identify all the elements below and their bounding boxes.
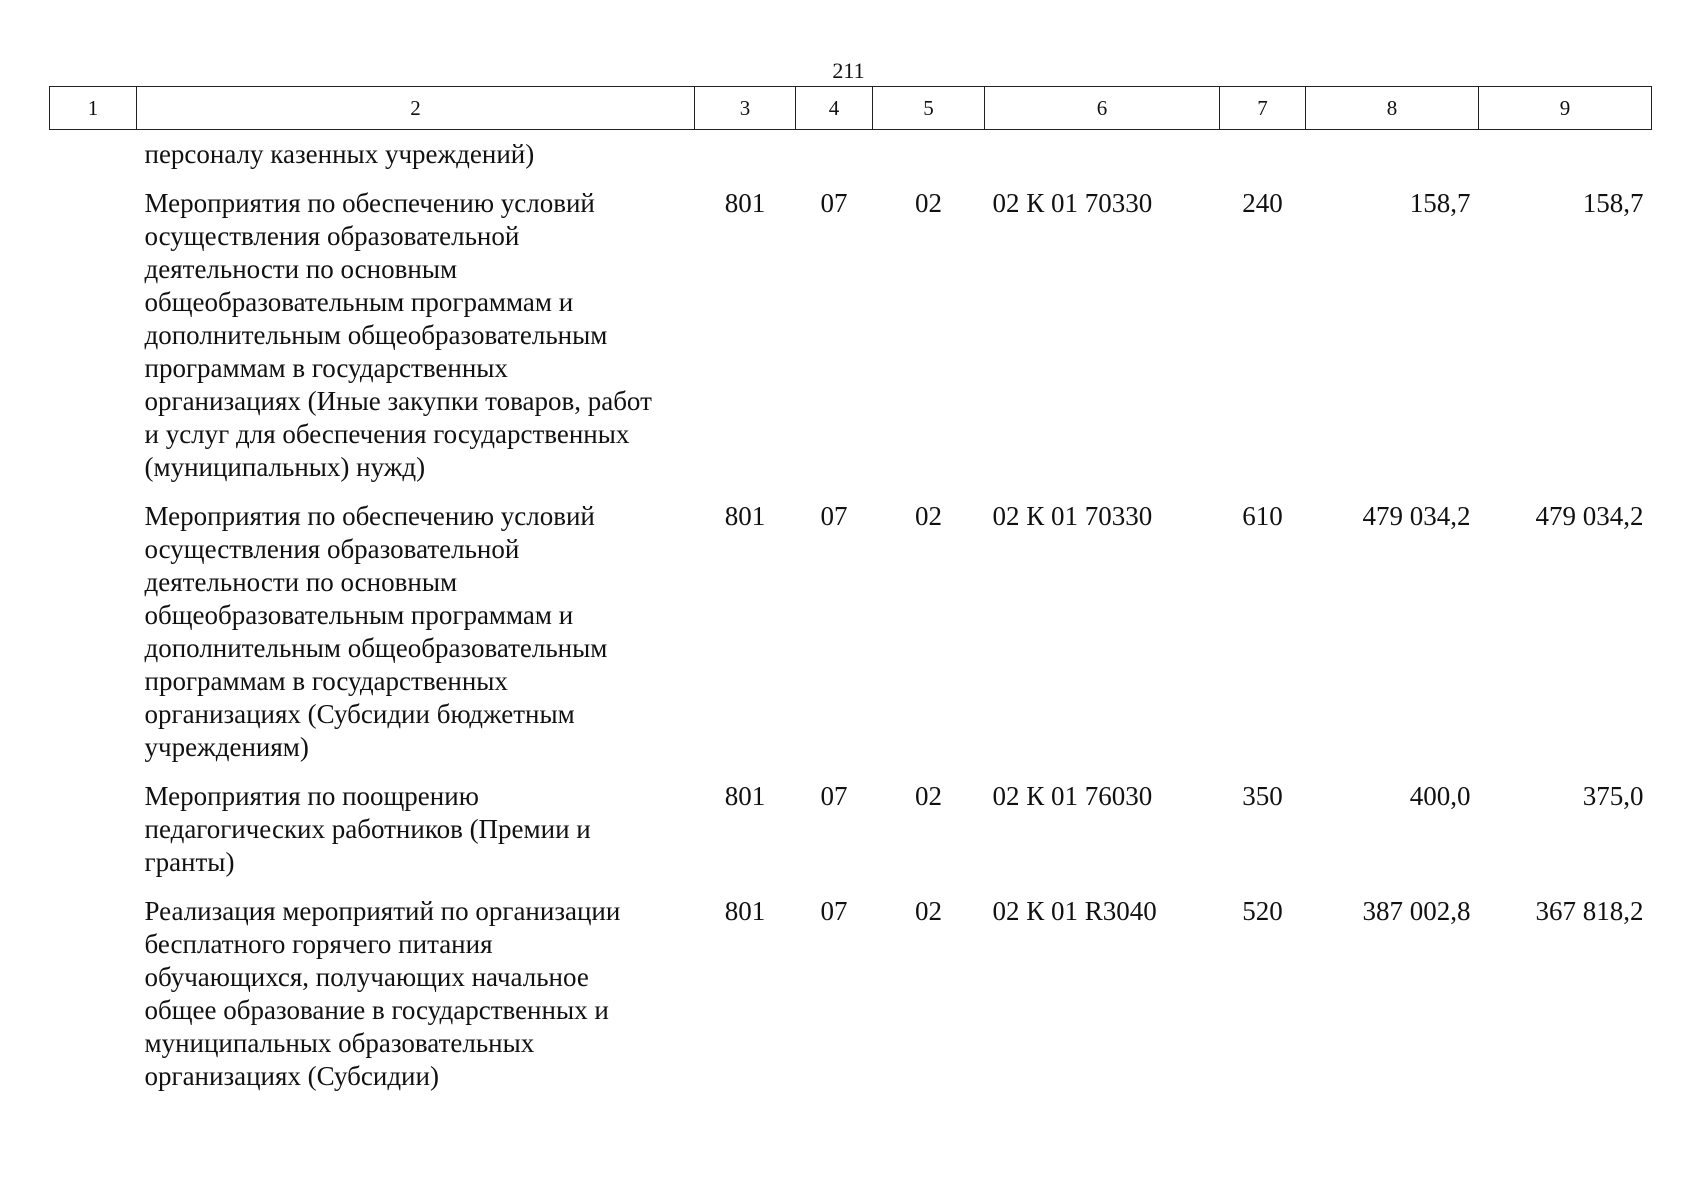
description-line: деятельности по основным [144, 567, 458, 597]
description-line: общеобразовательным программам и [144, 600, 574, 630]
page-number: 211 [832, 58, 865, 83]
cell-expense-type: 520 [1242, 896, 1283, 926]
cell-subsection-code: 02 [915, 781, 942, 811]
cell-amount-col8: 158,7 [1409, 188, 1471, 218]
description-line: деятельности по основным [144, 254, 458, 284]
cell-amount-col9: 158,7 [1582, 188, 1644, 218]
cell-section-code: 07 [820, 781, 848, 811]
cell-amount-col9: 375,0 [1582, 781, 1644, 811]
table-row [50, 488, 1652, 768]
description-line: осуществления образовательной [144, 221, 520, 251]
table-row [50, 175, 1652, 488]
description-line: Мероприятия по поощрению [144, 781, 479, 811]
cell-subsection-code: 02 [915, 896, 942, 926]
cell-section-code: 07 [820, 896, 848, 926]
budget-table [49, 86, 1652, 1097]
header-col-6: 6 [985, 87, 1220, 130]
cell-subsection-code: 02 [915, 501, 942, 531]
row-description [137, 768, 695, 883]
description-line: Мероприятия по обеспечению условий [144, 501, 595, 531]
cell-amount-col9: 479 034,2 [1535, 501, 1644, 531]
cell-target-article: 02 К 01 70330 [992, 188, 1153, 218]
description-line: программам в государственных [144, 353, 508, 383]
description-line: организациях (Иные закупки товаров, работ [144, 386, 652, 416]
header-col-9: 9 [1479, 87, 1652, 130]
description-line: дополнительным общеобразовательным [144, 633, 608, 663]
cell-section-code: 07 [820, 501, 848, 531]
description-line: бесплатного горячего питания [144, 929, 493, 959]
header-col-5: 5 [873, 87, 985, 130]
description-line: общее образование в государственных и [144, 995, 609, 1025]
cell-expense-type: 240 [1242, 188, 1283, 218]
description-line: персоналу казенных учреждений) [144, 139, 535, 169]
cell-expense-type: 610 [1242, 501, 1283, 531]
cell-target-article: 02 К 01 R3040 [992, 896, 1157, 926]
cell-amount-col9: 367 818,2 [1535, 896, 1644, 926]
header-col-3: 3 [695, 87, 796, 130]
cell-department-code: 801 [724, 781, 766, 811]
cell-department-code: 801 [724, 501, 766, 531]
cell-amount-col8: 479 034,2 [1362, 501, 1471, 531]
description-line: муниципальных образовательных [144, 1028, 535, 1058]
continuation-text [137, 130, 695, 176]
cell-target-article: 02 К 01 76030 [992, 781, 1153, 811]
description-line: гранты) [144, 847, 235, 877]
table-row [50, 768, 1652, 883]
row-description [137, 175, 695, 488]
cell-target-article: 02 К 01 70330 [992, 501, 1153, 531]
continuation-row [50, 130, 1652, 176]
cell-department-code: 801 [724, 896, 766, 926]
description-line: общеобразовательным программам и [144, 287, 574, 317]
cell-amount-col8: 387 002,8 [1362, 896, 1471, 926]
row-description [137, 883, 695, 1097]
description-line: и услуг для обеспечения государственных [144, 419, 630, 449]
cell-department-code: 801 [724, 188, 766, 218]
cell-expense-type: 350 [1242, 781, 1283, 811]
description-line: дополнительным общеобразовательным [144, 320, 608, 350]
column-number-header [50, 87, 1652, 130]
row-description [137, 488, 695, 768]
header-col-1: 1 [50, 87, 137, 130]
cell-amount-col8: 400,0 [1409, 781, 1471, 811]
header-col-7: 7 [1220, 87, 1306, 130]
description-line: Реализация мероприятий по организации [144, 896, 621, 926]
cell-section-code: 07 [820, 188, 848, 218]
description-line: организациях (Субсидии бюджетным [144, 699, 575, 729]
description-line: программам в государственных [144, 666, 508, 696]
header-col-4: 4 [796, 87, 873, 130]
cell-subsection-code: 02 [915, 188, 942, 218]
description-line: Мероприятия по обеспечению условий [144, 188, 595, 218]
header-col-8: 8 [1306, 87, 1479, 130]
table-row [50, 883, 1652, 1097]
description-line: учреждениям) [144, 732, 309, 762]
description-line: педагогических работников (Премии и [144, 814, 591, 844]
description-line: обучающихся, получающих начальное [144, 962, 589, 992]
header-col-2: 2 [137, 87, 695, 130]
description-line: организациях (Субсидии) [144, 1061, 439, 1091]
description-line: осуществления образовательной [144, 534, 520, 564]
description-line: (муниципальных) нужд) [144, 452, 426, 482]
